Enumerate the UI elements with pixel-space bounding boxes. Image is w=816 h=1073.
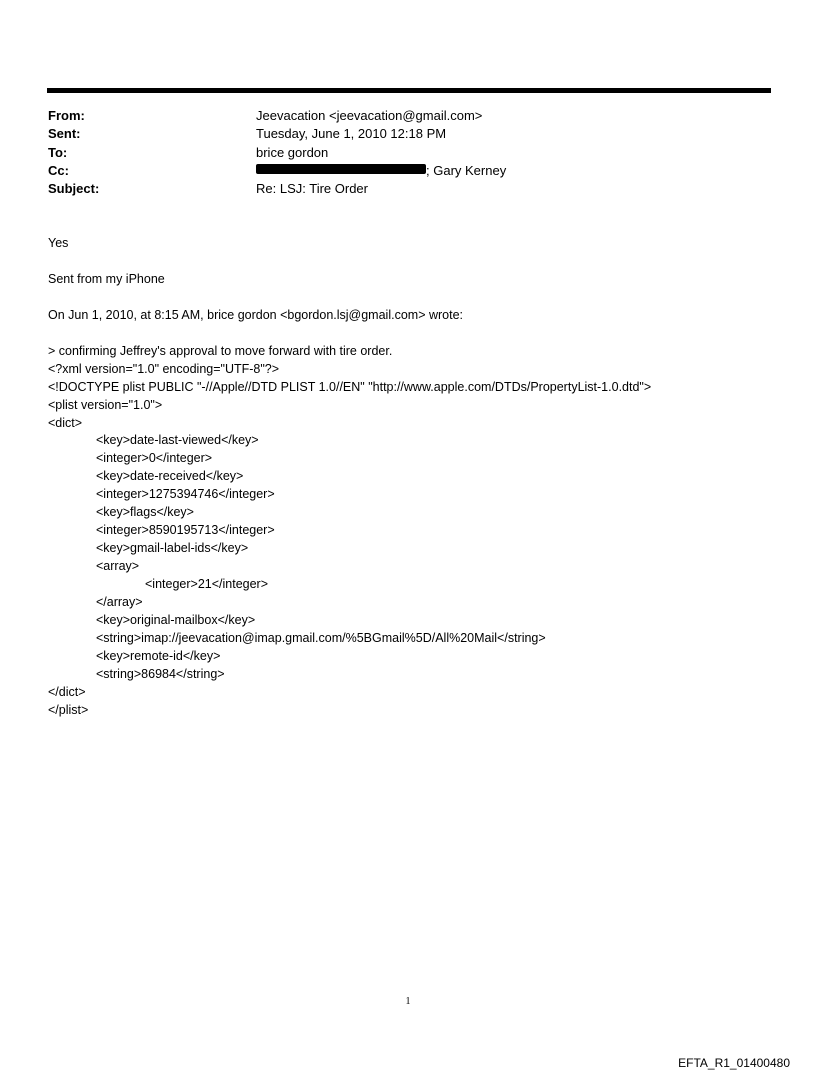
subject-label: Subject: bbox=[48, 181, 100, 196]
body-line: <?xml version="1.0" encoding="UTF-8"?> bbox=[48, 362, 280, 376]
sent-label: Sent: bbox=[48, 126, 81, 141]
body-line: > confirming Jeffrey's approval to move forward with tire order. bbox=[48, 344, 393, 358]
body-line: <integer>21</integer> bbox=[145, 577, 269, 591]
redaction-bar bbox=[256, 164, 426, 174]
cc-value bbox=[256, 163, 506, 179]
body-line: <integer>8590195713</integer> bbox=[96, 523, 275, 537]
document-id: EFTA_R1_01400480 bbox=[678, 1056, 790, 1070]
body-line: <array> bbox=[96, 559, 140, 573]
body-line: <key>remote-id</key> bbox=[96, 649, 221, 663]
quote-intro: On Jun 1, 2010, at 8:15 AM, brice gordon <bgordon.lsj@gmail.com> wrote: bbox=[48, 308, 464, 322]
cc-value-text: ; Gary Kerney bbox=[426, 163, 507, 178]
body-line: </array> bbox=[96, 595, 143, 609]
body-line: </dict> bbox=[48, 685, 86, 699]
body-line: <key>gmail-label-ids</key> bbox=[96, 541, 249, 555]
body-line: <plist version="1.0"> bbox=[48, 398, 163, 412]
body-line: <key>original-mailbox</key> bbox=[96, 613, 256, 627]
to-value: brice gordon bbox=[256, 145, 329, 160]
body-line: <integer>1275394746</integer> bbox=[96, 487, 275, 501]
header-divider-rule bbox=[47, 88, 771, 93]
body-line: <string>86984</string> bbox=[96, 667, 225, 681]
body-line: <key>flags</key> bbox=[96, 505, 194, 519]
page-number: 1 bbox=[405, 996, 411, 1007]
body-line: <key>date-last-viewed</key> bbox=[96, 433, 259, 447]
subject-value: Re: LSJ: Tire Order bbox=[256, 181, 368, 196]
to-label: To: bbox=[48, 145, 68, 160]
body-line: </plist> bbox=[48, 703, 89, 717]
body-line: <!DOCTYPE plist PUBLIC "-//Apple//DTD PLIST 1.0//EN" "http://www.apple.com/DTDs/PropertyList-1.0.dtd"> bbox=[48, 380, 652, 394]
sent-value: Tuesday, June 1, 2010 12:18 PM bbox=[256, 126, 447, 141]
from-value: Jeevacation <jeevacation@gmail.com> bbox=[256, 108, 483, 123]
body-line: <key>date-received</key> bbox=[96, 469, 244, 483]
body-line: <integer>0</integer> bbox=[96, 451, 213, 465]
cc-label: Cc: bbox=[48, 163, 69, 178]
signature-text: Sent from my iPhone bbox=[48, 272, 165, 286]
body-line: <string>imap://jeevacation@imap.gmail.com/%5BGmail%5D/All%20Mail</string> bbox=[96, 631, 546, 645]
reply-text: Yes bbox=[48, 236, 69, 250]
body-line: <dict> bbox=[48, 416, 83, 430]
from-label: From: bbox=[48, 108, 85, 123]
